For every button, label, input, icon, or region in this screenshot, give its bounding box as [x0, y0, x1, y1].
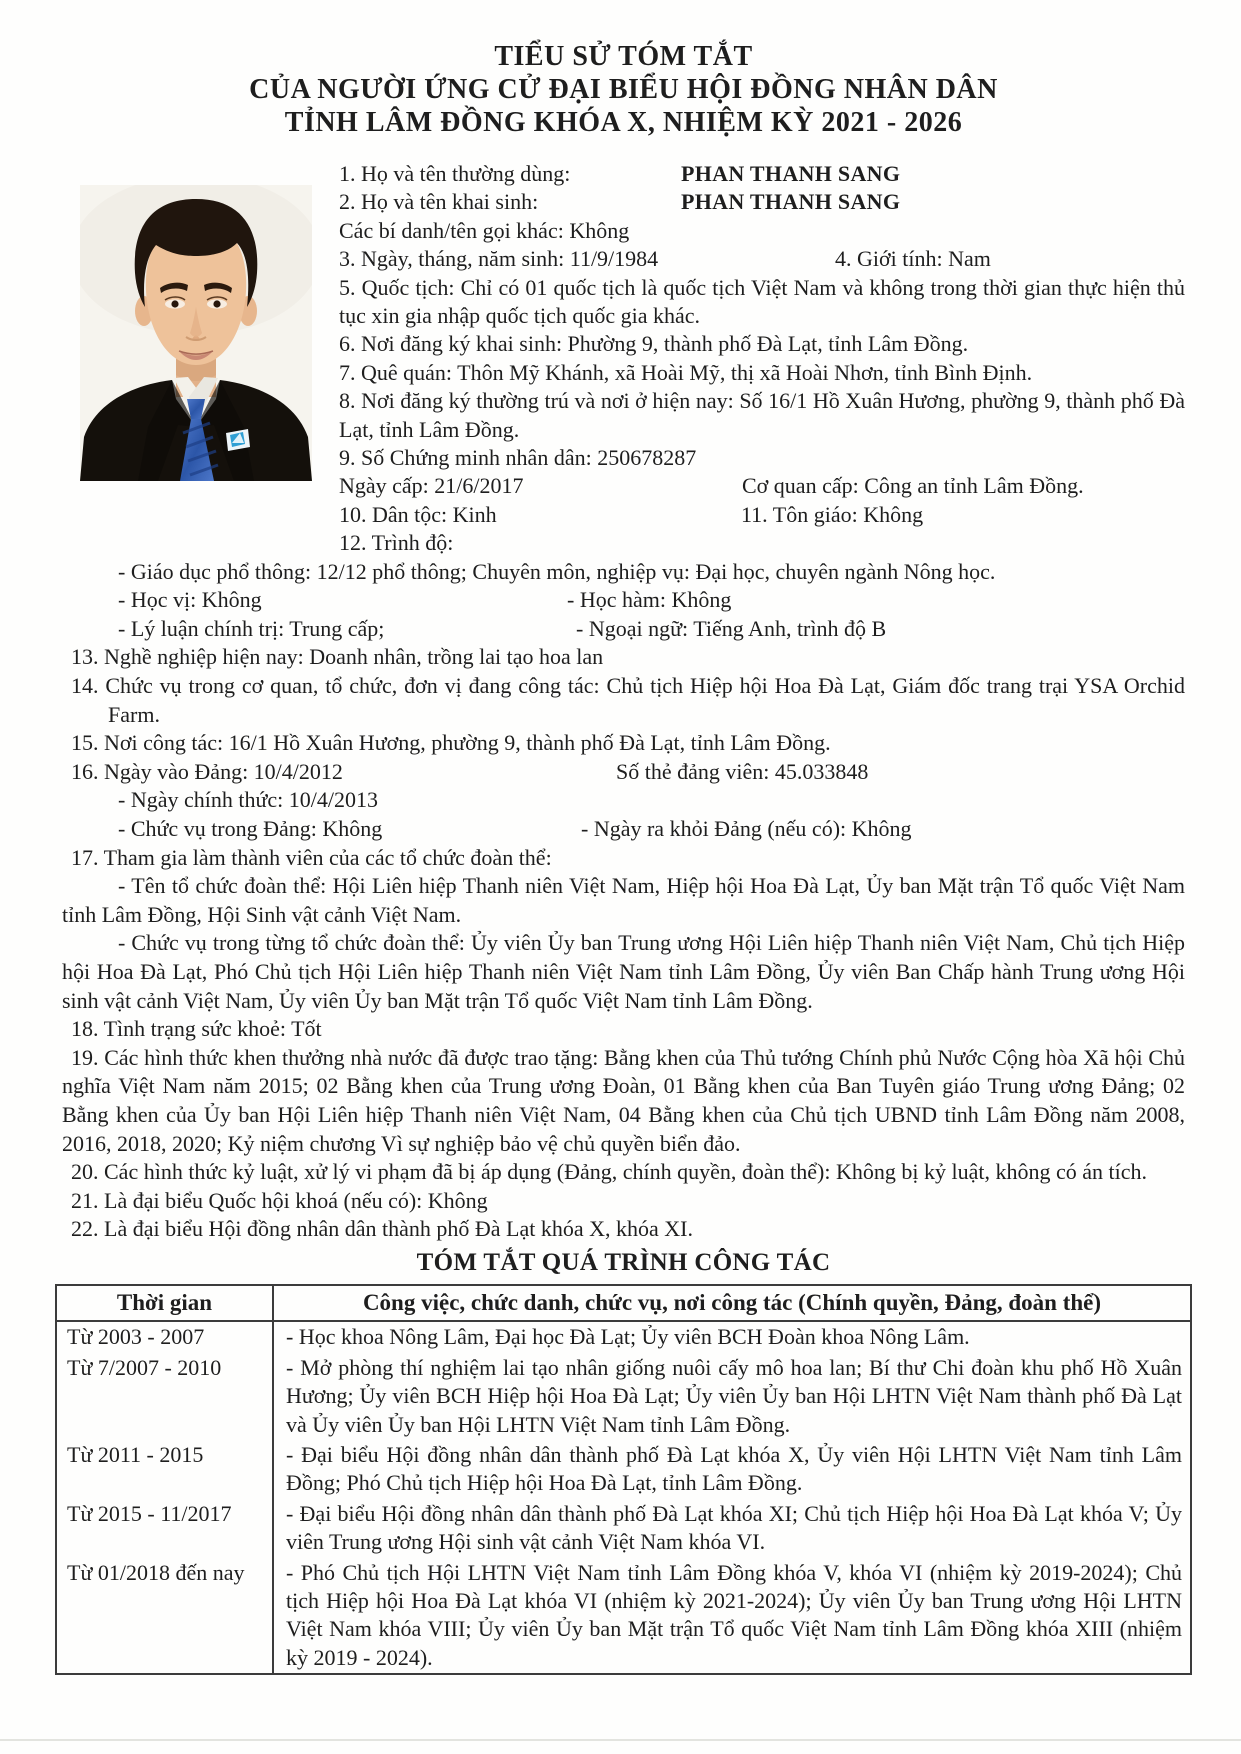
info-id-issue: [339, 472, 1185, 500]
career-row: [56, 1440, 1191, 1499]
career-desc-cell: - Đại biểu Hội đồng nhân dân thành phố Đà Lạt khóa XI; Chủ tịch Hiệp hội Hoa Đà Lạt khóa V; Ủy viên Trung ương Hội sinh vật cảnh Việt Nam khóa VI.: [273, 1499, 1191, 1558]
degree-line: [62, 586, 1185, 615]
career-header-row: [56, 1285, 1191, 1321]
info-education-header: 12. Trình độ:: [339, 530, 454, 556]
item-16-party-line: [62, 758, 1185, 787]
party-position-line: [62, 815, 1185, 844]
degree: - Học vị: Không: [118, 587, 262, 613]
party-leave-date: - Ngày ra khỏi Đảng (nếu có): Không: [581, 816, 912, 842]
religion: 11. Tôn giáo: Không: [741, 501, 924, 527]
career-time-cell: Từ 01/2018 đến nay: [67, 1559, 245, 1585]
ethnicity: 10. Dân tộc: Kinh: [339, 501, 497, 527]
personal-info-section: [339, 160, 1185, 558]
career-table: [55, 1284, 1192, 1675]
info-birth-name: [339, 188, 1185, 216]
id-issue-date: Ngày cấp: 21/6/2017: [339, 473, 524, 499]
common-name-label: 1. Họ và tên thường dùng:: [339, 161, 571, 186]
career-desc-cell: - Phó Chủ tịch Hội LHTN Việt Nam tỉnh Lâm Đồng khóa V, khóa VI (nhiệm kỳ 2019-2024); Chủ tịch Hiệp hội Hoa Đà Lạt khóa VI (nhiệm kỳ 2021-2024); Ủy viên Ủy ban Trung ương Hội LHTN Việt Nam khóa VIII; Ủy viên Ủy ban Mặt trận Tổ quốc Việt Nam tỉnh Lâm Đồng khóa XIII (nhiệm kỳ 2019 - 2024).: [273, 1558, 1191, 1675]
career-desc-cell: - Học khoa Nông Lâm, Đại học Đà Lạt; Ủy viên BCH Đoàn khoa Nông Lâm.: [273, 1321, 1191, 1352]
title-line-3: TỈNH LÂM ĐỒNG KHÓA X, NHIỆM KỲ 2021 - 2026: [284, 107, 963, 138]
organization-positions: - Chức vụ trong từng tổ chức đoàn thể: Ủy viên Ủy ban Trung ương Hội Liên hiệp Thanh niên Việt Nam, Chủ tịch Hiệp hội Hoa Đà Lạt, Phó Chủ tịch Hội Liên hiệp Thanh niên Việt Nam tỉnh Lâm Đồng, Ủy viên Ban Chấp hành Trung ương Hội sinh vật cảnh Việt Nam, Ủy viên Ủy ban Mặt trận Tổ quốc Việt Nam tỉnh Lâm Đồng.: [62, 930, 1185, 1013]
item-18-health: 18. Tình trạng sức khoẻ: Tốt: [71, 1016, 322, 1042]
political-theory: - Lý luận chính trị: Trung cấp;: [118, 615, 385, 641]
gender: 4. Giới tính: Nam: [835, 246, 991, 272]
party-join-date: 16. Ngày vào Đảng: 10/4/2012: [71, 758, 343, 784]
career-row: [56, 1558, 1191, 1675]
info-common-name: [339, 160, 1185, 188]
item-20-discipline: 20. Các hình thức kỷ luật, xử lý vi phạm đã bị áp dụng (Đảng, chính quyền, đoàn thể): Không bị kỷ luật, không có án tích.: [71, 1159, 1147, 1185]
document-title: [62, 40, 1185, 139]
career-section-title: TÓM TẮT QUÁ TRÌNH CÔNG TÁC: [416, 1248, 831, 1276]
birth-name-value: PHAN THANH SANG: [681, 189, 901, 215]
info-id-number: 9. Số Chứng minh nhân dân: 250678287: [339, 445, 697, 471]
career-time-cell: Từ 2011 - 2015: [67, 1441, 204, 1467]
info-nationality: 5. Quốc tịch: Chỉ có 01 quốc tịch là quốc tịch Việt Nam và không trong thời gian thực hiện thủ tục xin gia nhập quốc tịch quốc gia khác.: [339, 274, 1185, 329]
career-row: [56, 1321, 1191, 1352]
item-22-peoples-council: 22. Là đại biểu Hội đồng nhân dân thành phố Đà Lạt khóa X, khóa XI.: [71, 1216, 693, 1242]
id-issuer: Cơ quan cấp: Công an tỉnh Lâm Đồng.: [742, 473, 1084, 499]
item-21-national-assembly: 21. Là đại biểu Quốc hội khoá (nếu có): Không: [71, 1187, 488, 1213]
academic-title: - Học hàm: Không: [567, 587, 732, 613]
item-15-workplace: 15. Nơi công tác: 16/1 Hồ Xuân Hương, phường 9, thành phố Đà Lạt, tỉnh Lâm Đồng.: [71, 730, 831, 756]
career-desc-cell: - Đại biểu Hội đồng nhân dân thành phố Đà Lạt khóa X, Ủy viên Hội LHTN Việt Nam tỉnh Lâm Đồng; Phó Chủ tịch Hiệp hội Hoa Đà Lạt, tỉnh Lâm Đồng.: [273, 1440, 1191, 1499]
party-position: - Chức vụ trong Đảng: Không: [118, 816, 383, 842]
foreign-language: - Ngoại ngữ: Tiếng Anh, trình độ B: [576, 615, 887, 641]
career-desc-cell: - Mở phòng thí nghiệm lai tạo nhân giống nuôi cấy mô hoa lan; Bí thư Chi đoàn khu phố Hồ Xuân Hương; Ủy viên BCH Hiệp hội Hoa Đà Lạt; Ủy viên Ủy ban Hội LHTN Việt Nam thành phố Đà Lạt và Ủy viên Ủy ban Hội LHTN Việt Nam tỉnh Lâm Đồng.: [273, 1353, 1191, 1440]
theory-language-line: [62, 615, 1185, 644]
info-birthplace: 6. Nơi đăng ký khai sinh: Phường 9, thành phố Đà Lạt, tỉnh Lâm Đồng.: [339, 331, 969, 357]
career-col-desc-header: Công việc, chức danh, chức vụ, nơi công tác (Chính quyền, Đảng, đoàn thể): [273, 1285, 1191, 1321]
education-general: - Giáo dục phổ thông: 12/12 phổ thông; Chuyên môn, nghiệp vụ: Đại học, chuyên ngành Nông học.: [118, 558, 996, 584]
details-section: [62, 558, 1185, 1244]
career-time-cell: Từ 2003 - 2007: [67, 1324, 205, 1350]
info-hometown: 7. Quê quán: Thôn Mỹ Khánh, xã Hoài Mỹ, thị xã Hoài Nhơn, tỉnh Bình Định.: [339, 359, 1033, 385]
party-official-date: - Ngày chính thức: 10/4/2013: [118, 787, 378, 813]
info-residence: 8. Nơi đăng ký thường trú và nơi ở hiện nay: Số 16/1 Hồ Xuân Hương, phường 9, thành phố Đà Lạt, tỉnh Lâm Đồng.: [339, 388, 1185, 442]
item-17-organizations-header: 17. Tham gia làm thành viên của các tổ chức đoàn thể:: [71, 844, 552, 870]
organization-names: - Tên tổ chức đoàn thể: Hội Liên hiệp Thanh niên Việt Nam, Hiệp hội Hoa Đà Lạt, Ủy ban Mặt trận Tổ quốc Việt Nam tỉnh Lâm Đồng, Hội Sinh vật cảnh Việt Nam.: [62, 873, 1185, 927]
common-name-value: PHAN THANH SANG: [681, 161, 901, 186]
title-line-2: CỦA NGƯỜI ỨNG CỬ ĐẠI BIỂU HỘI ĐỒNG NHÂN DÂN: [249, 74, 998, 105]
info-birthdate-gender: [339, 245, 1185, 273]
item-19-awards: 19. Các hình thức khen thưởng nhà nước đã được trao tặng: Bằng khen của Thủ tướng Chính phủ Nước Cộng hòa Xã hội Chủ nghĩa Việt Nam năm 2015; 02 Bằng khen của Trung ương Đoàn, 01 Bằng khen của Ban Tuyên giáo Trung ương Đảng; 02 Bằng khen của Ủy ban Hội Liên hiệp Thanh niên Việt Nam, 04 Bằng khen của Chủ tịch UBND tỉnh Lâm Đồng năm 2008, 2016, 2018, 2020; Kỷ niệm chương Vì sự nghiệp bảo vệ chủ quyền biển đảo.: [62, 1044, 1185, 1156]
birth-name-label: 2. Họ và tên khai sinh:: [339, 189, 539, 215]
birthdate: 3. Ngày, tháng, năm sinh: 11/9/1984: [339, 246, 659, 272]
career-row: [56, 1499, 1191, 1558]
career-row: [56, 1353, 1191, 1440]
info-ethnicity-religion: [339, 501, 1185, 529]
career-time-cell: Từ 2015 - 11/2017: [67, 1500, 232, 1526]
item-13-occupation: 13. Nghề nghiệp hiện nay: Doanh nhân, trồng lai tạo hoa lan: [71, 644, 604, 670]
scan-artifact: [0, 1739, 1241, 1741]
item-14-position: 14. Chức vụ trong cơ quan, tổ chức, đơn vị đang công tác: Chủ tịch Hiệp hội Hoa Đà Lạt, Giám đốc trang trại YSA Orchid Farm.: [71, 673, 1185, 727]
career-col-time-header: Thời gian: [56, 1285, 273, 1321]
career-time-cell: Từ 7/2007 - 2010: [67, 1354, 222, 1380]
party-card-number: Số thẻ đảng viên: 45.033848: [616, 758, 869, 784]
info-alias: Các bí danh/tên gọi khác: Không: [339, 217, 630, 243]
title-line-1: TIỂU SỬ TÓM TẮT: [494, 41, 753, 72]
